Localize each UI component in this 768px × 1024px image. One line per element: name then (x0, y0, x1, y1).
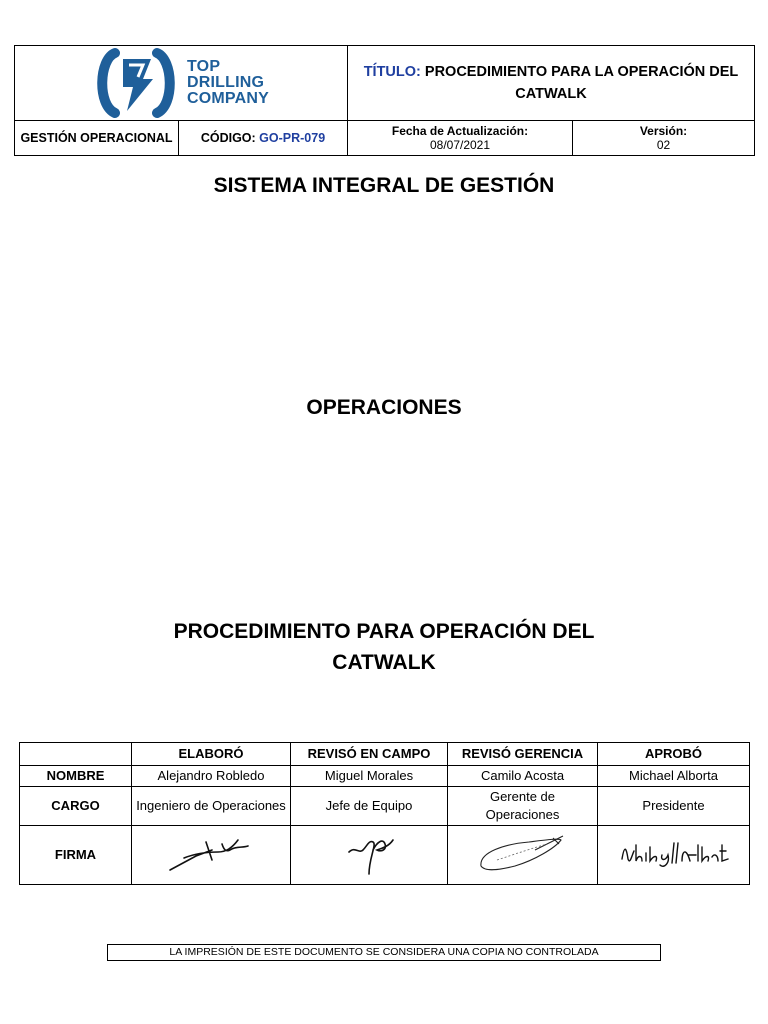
top-drilling-logo-icon (93, 47, 179, 119)
document-title-cell (348, 46, 755, 121)
role-row (20, 787, 750, 826)
col-elaboro: ELABORÓ (132, 743, 291, 766)
role-aprobo: Presidente (598, 787, 750, 826)
signature-reviso-campo-icon (339, 828, 399, 878)
role-elaboro: Ingeniero de Operaciones (132, 787, 291, 826)
col-reviso-campo: REVISÓ EN CAMPO (291, 743, 448, 766)
signature-aprobo (598, 826, 750, 885)
code-value: GO-PR-079 (259, 131, 326, 145)
row-label-cargo: CARGO (20, 787, 132, 826)
col-aprobo: APROBÓ (598, 743, 750, 766)
version-label: Versión: (639, 124, 688, 138)
version-cell (573, 121, 755, 156)
role-reviso-campo: Jefe de Equipo (291, 787, 448, 826)
system-heading: SISTEMA INTEGRAL DE GESTIÓN (213, 174, 555, 197)
title-text: PROCEDIMIENTO PARA LA OPERACIÓN DEL CATWALK (424, 64, 739, 102)
row-label-nombre: NOMBRE (20, 766, 132, 787)
company-name (187, 59, 269, 107)
code-label: CÓDIGO: (200, 131, 256, 145)
approval-table (19, 742, 750, 885)
name-reviso-campo: Miguel Morales (291, 766, 448, 787)
update-value: 08/07/2021 (429, 138, 491, 152)
name-row (20, 766, 750, 787)
area-text: GESTIÓN OPERACIONAL (20, 131, 173, 145)
approval-header-blank (20, 743, 132, 766)
name-elaboro: Alejandro Robledo (132, 766, 291, 787)
department-heading: OPERACIONES (306, 396, 462, 419)
signature-aprobo-icon (616, 833, 732, 873)
logo-cell (15, 46, 348, 121)
signature-reviso-gerencia-icon (475, 830, 571, 876)
approval-header-row (20, 743, 750, 766)
signature-elaboro (132, 826, 291, 885)
signature-reviso-gerencia (448, 826, 598, 885)
company-name-line2: DRILLING (187, 74, 265, 91)
update-date-cell (348, 121, 573, 156)
version-value: 02 (656, 138, 671, 152)
company-name-line1: TOP (187, 58, 221, 75)
col-reviso-gerencia: REVISÓ GERENCIA (448, 743, 598, 766)
title-label: TÍTULO: (363, 64, 421, 80)
name-aprobo: Michael Alborta (598, 766, 750, 787)
role-reviso-gerencia: Gerente de Operaciones (448, 787, 598, 826)
row-label-firma: FIRMA (20, 826, 132, 885)
update-label: Fecha de Actualización: (391, 124, 529, 138)
signature-row (20, 826, 750, 885)
code-cell (179, 121, 348, 156)
company-name-line3: COMPANY (187, 90, 269, 107)
signature-reviso-campo (291, 826, 448, 885)
uncontrolled-copy-notice: LA IMPRESIÓN DE ESTE DOCUMENTO SE CONSIDERA UNA COPIA NO CONTROLADA (107, 944, 661, 961)
company-logo (15, 47, 347, 119)
document-header (14, 45, 755, 156)
name-reviso-gerencia: Camilo Acosta (448, 766, 598, 787)
signature-elaboro-icon (166, 830, 256, 876)
area-cell (15, 121, 179, 156)
procedure-title: PROCEDIMIENTO PARA OPERACIÓN DEL CATWALK (173, 620, 595, 674)
